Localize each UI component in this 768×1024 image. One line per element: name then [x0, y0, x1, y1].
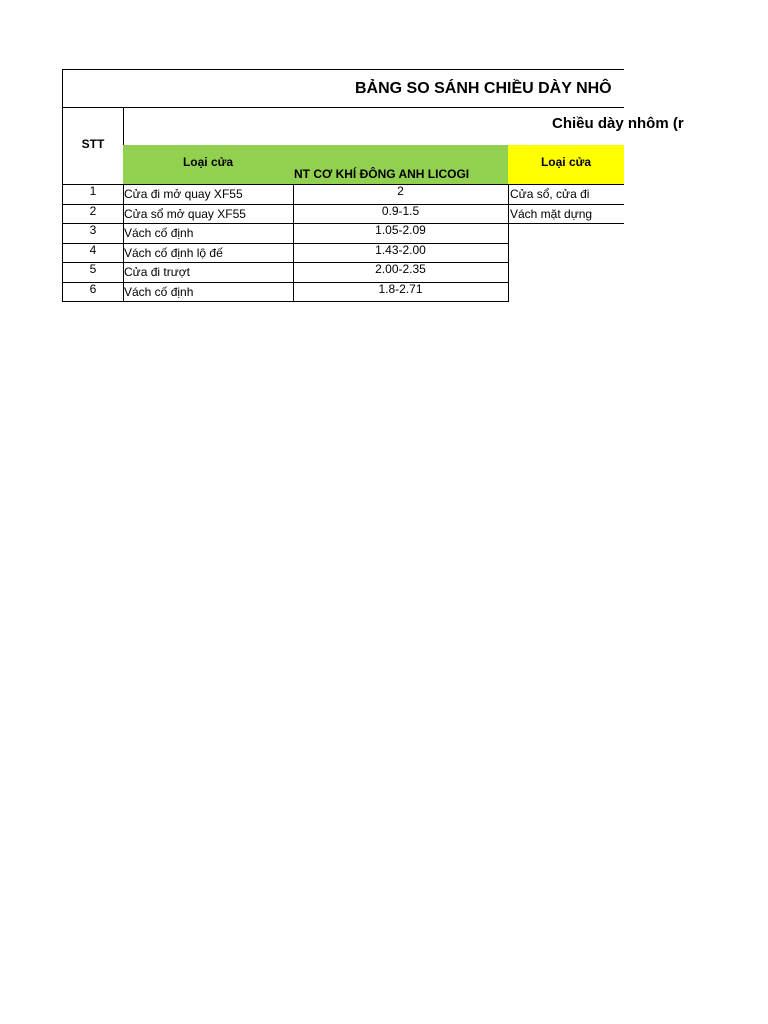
stt-header[interactable]: STT — [62, 107, 124, 185]
table-row-stt[interactable]: 1 — [62, 184, 124, 205]
table-row-loai-cua[interactable]: Vách cố định — [123, 223, 294, 244]
table-row-licogi[interactable]: 1.8-2.71 — [293, 282, 509, 303]
table-row-loai-cua[interactable]: Vách cố định — [123, 282, 294, 303]
table-row-licogi[interactable]: 1.05-2.09 — [293, 223, 509, 244]
table-subtitle: Chiều dày nhôm (r — [552, 115, 684, 132]
table-row-stt[interactable]: 6 — [62, 282, 124, 303]
table-row-loai-cua[interactable]: Cửa đi trượt — [123, 262, 294, 283]
table-row-loai-cua[interactable]: Vách cố định lộ đế — [123, 243, 294, 264]
table-row-loai-cua-2[interactable] — [508, 282, 624, 303]
table-row-stt[interactable]: 5 — [62, 262, 124, 283]
table-row-loai-cua[interactable]: Cửa sổ mở quay XF55 — [123, 204, 294, 225]
table-row-loai-cua-2[interactable] — [508, 223, 624, 244]
title-cell[interactable] — [62, 69, 624, 108]
table-row-licogi[interactable]: 1.43-2.00 — [293, 243, 509, 264]
table-row-loai-cua[interactable]: Cửa đi mở quay XF55 — [123, 184, 294, 205]
table-row-stt[interactable]: 2 — [62, 204, 124, 225]
table-row-loai-cua-2[interactable] — [508, 262, 624, 283]
table-row-licogi[interactable]: 2.00-2.35 — [293, 262, 509, 283]
table-row-stt[interactable]: 3 — [62, 223, 124, 244]
header-licogi[interactable]: NT CƠ KHÍ ĐÔNG ANH LICOGI — [293, 145, 509, 185]
table-row-licogi[interactable]: 0.9-1.5 — [293, 204, 509, 225]
table-row-stt[interactable]: 4 — [62, 243, 124, 264]
header-loai-cua-2[interactable]: Loại cửa — [508, 145, 624, 185]
table-row-loai-cua-2[interactable]: Cửa sổ, cửa đi — [508, 184, 624, 205]
table-row-loai-cua-2[interactable]: Vách mặt dựng — [508, 204, 624, 225]
spreadsheet-table — [62, 69, 684, 301]
header-loai-cua-1[interactable]: Loại cửa — [123, 145, 294, 185]
table-title: BẢNG SO SÁNH CHIỀU DÀY NHÔ — [355, 80, 612, 97]
table-row-licogi[interactable]: 2 — [293, 184, 509, 205]
table-row-loai-cua-2[interactable] — [508, 243, 624, 264]
subtitle-cell[interactable] — [123, 107, 684, 146]
